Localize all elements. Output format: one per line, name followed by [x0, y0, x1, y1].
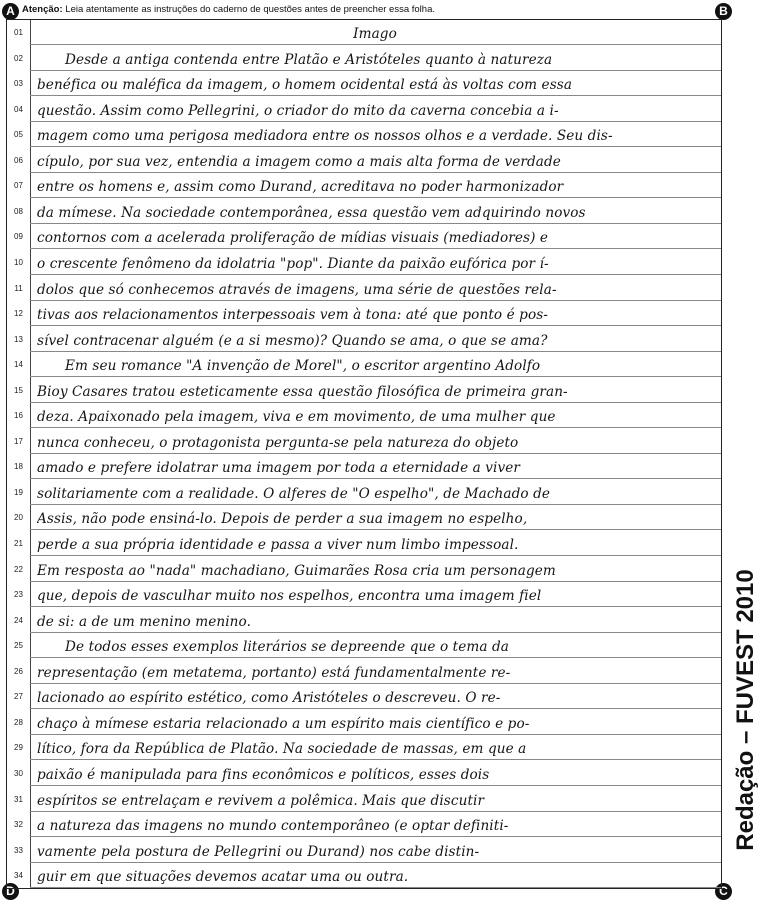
- line-number: 14: [14, 360, 23, 370]
- handwritten-text: lacionado ao espírito estético, como Aristóteles o descreveu. O re-: [37, 690, 501, 707]
- line-number: 05: [14, 130, 23, 140]
- line-number: 12: [14, 309, 23, 319]
- line-number: 15: [14, 385, 23, 395]
- handwritten-text: amado e prefere idolatrar uma imagem por toda a eternidade a viver: [37, 460, 521, 477]
- line-number: 07: [14, 181, 23, 191]
- essay-line: [7, 250, 721, 275]
- attention-instruction: Leia atentamente as instruções do caderno de questões antes de preencher essa folha.: [65, 4, 435, 15]
- handwritten-text: representação (em metatema, portanto) está fundamentalmente re-: [37, 664, 511, 681]
- handwritten-text: De todos esses exemplos literários se depreende que o tema da: [65, 639, 510, 656]
- essay-line: [7, 480, 721, 505]
- essay-line: [7, 403, 721, 428]
- corner-mark-a: A: [2, 3, 19, 20]
- essay-line: [7, 224, 721, 249]
- handwritten-text: entre os homens e, assim como Durand, acreditava no poder harmonizador: [37, 179, 564, 196]
- line-number: 29: [14, 743, 23, 753]
- essay-line: [7, 557, 721, 582]
- handwritten-text: benéfica ou maléfica da imagem, o homem ocidental está às voltas com essa: [37, 77, 573, 94]
- essay-line: [7, 454, 721, 479]
- line-number: 33: [14, 845, 23, 855]
- handwritten-text: a natureza das imagens no mundo contemporâneo (e optar definiti-: [37, 818, 509, 835]
- line-number: 21: [14, 539, 23, 548]
- essay-line: [7, 20, 721, 45]
- handwritten-text: perde a sua própria identidade e passa a viver num limbo impessoal.: [37, 537, 519, 553]
- essay-line: [7, 633, 721, 658]
- line-number: 18: [14, 462, 23, 472]
- line-number: 02: [14, 53, 23, 63]
- essay-line: [7, 582, 721, 607]
- line-number: 27: [14, 692, 23, 702]
- corner-mark-d: D: [2, 883, 19, 900]
- handwritten-text: questão. Assim como Pellegrini, o criador do mito da caverna concebia a i-: [37, 102, 559, 119]
- essay-line: [7, 787, 721, 812]
- line-number: 13: [14, 334, 23, 344]
- handwritten-text: lítico, fora da República de Platão. Na sociedade de massas, em que a: [37, 741, 527, 758]
- line-number: 32: [14, 820, 23, 830]
- essay-line: [7, 352, 721, 377]
- line-number: 01: [14, 28, 23, 37]
- line-number: 09: [14, 232, 23, 242]
- handwritten-text: Assis, não pode ensiná-lo. Depois de perder a sua imagem no espelho,: [37, 511, 528, 528]
- essay-line: [7, 710, 721, 735]
- essay-line: [7, 761, 721, 786]
- handwritten-text: chaço à mímese estaria relacionado a um espírito mais científico e po-: [37, 715, 530, 732]
- line-number: 11: [14, 283, 23, 293]
- corner-mark-b: B: [715, 3, 732, 20]
- line-number: 25: [14, 641, 23, 651]
- handwritten-text: tivas aos relacionamentos interpessoais vem à tona: até que ponto é pos-: [37, 307, 549, 324]
- line-number: 34: [14, 871, 23, 881]
- essay-line: [7, 531, 721, 556]
- line-number: 03: [14, 79, 23, 89]
- handwritten-text: solitariamente com a realidade. O alferes de "O espelho", de Machado de: [37, 485, 551, 502]
- handwritten-text: nunca conheceu, o protagonista pergunta-se pela natureza do objeto: [37, 434, 519, 451]
- line-number: 08: [14, 206, 23, 216]
- handwritten-text: cípulo, por sua vez, entendia a imagem como a mais alta forma de verdade: [37, 153, 561, 170]
- line-number: 23: [14, 590, 23, 600]
- essay-line: [7, 173, 721, 198]
- line-number: 26: [14, 666, 23, 676]
- instructions-header: [22, 3, 435, 17]
- handwritten-text: Em resposta ao "nada" machadiano, Guimarães Rosa cria um personagem: [37, 562, 556, 579]
- handwritten-text: vamente pela postura de Pellegrini ou Durand) nos cabe distin-: [37, 843, 480, 860]
- handwritten-text: que, depois de vasculhar muito nos espelhos, encontra uma imagem fiel: [37, 588, 542, 605]
- handwritten-text: Desde a antiga contenda entre Platão e Aristóteles quanto à natureza: [65, 51, 553, 68]
- line-number: 04: [14, 104, 23, 114]
- essay-line: [7, 327, 721, 352]
- essay-line: [7, 97, 721, 122]
- line-number: 31: [14, 794, 23, 804]
- handwritten-text: contornos com a acelerada proliferação de mídias visuais (mediadores) e: [37, 230, 549, 247]
- essay-line: [7, 148, 721, 173]
- essay-line: [7, 684, 721, 709]
- essay-line: [7, 735, 721, 760]
- handwritten-text: guir em que situações devemos acatar uma ou outra.: [37, 869, 409, 886]
- line-number: 10: [14, 257, 23, 267]
- line-number: 19: [14, 487, 23, 497]
- corner-mark-c: C: [715, 883, 732, 900]
- essay-line: [7, 429, 721, 454]
- handwritten-text: de si: a de um menino menino.: [37, 613, 252, 630]
- essay-line: [7, 863, 721, 888]
- line-number: 17: [14, 436, 23, 446]
- essay-line: [7, 838, 721, 863]
- essay-line: [7, 812, 721, 837]
- line-number: 28: [14, 717, 23, 727]
- essay-line: [7, 71, 721, 96]
- handwritten-text: espíritos se entrelaçam e revivem a polêmica. Mais que discutir: [37, 792, 485, 809]
- essay-line: [7, 46, 721, 71]
- line-number: 16: [14, 411, 23, 421]
- handwritten-text: deza. Apaixonado pela imagem, viva e em movimento, de uma mulher que: [37, 409, 556, 426]
- exam-side-title-text: Redação – FUVEST 2010: [732, 569, 759, 851]
- essay-title: Imago: [353, 26, 397, 42]
- essay-line: [7, 122, 721, 147]
- line-number: 22: [14, 564, 23, 574]
- essay-line: [7, 301, 721, 326]
- line-number: 06: [14, 155, 23, 165]
- line-number: 24: [14, 615, 23, 625]
- essay-line: [7, 378, 721, 403]
- answer-sheet: [6, 19, 722, 889]
- essay-line: [7, 505, 721, 530]
- handwritten-text: da mímese. Na sociedade contemporânea, essa questão vem adquirindo novos: [37, 204, 586, 221]
- handwritten-text: magem como uma perigosa mediadora entre os nossos olhos e a verdade. Seu dis-: [37, 128, 613, 145]
- handwritten-text: Bioy Casares tratou esteticamente essa questão filosófica de primeira gran-: [37, 383, 568, 400]
- attention-label: Atenção:: [22, 4, 63, 15]
- essay-line: [7, 199, 721, 224]
- handwritten-text: dolos que só conhecemos através de imagens, uma série de questões rela-: [37, 281, 557, 298]
- essay-line: [7, 276, 721, 301]
- handwritten-text: sível contracenar alguém (e a si mesmo)? Quando se ama, o que se ama?: [37, 332, 548, 349]
- essay-line: [7, 608, 721, 633]
- line-number: 30: [14, 768, 23, 778]
- essay-line: [7, 659, 721, 684]
- handwritten-text: paixão é manipulada para fins econômicos e políticos, esses dois: [37, 766, 490, 783]
- handwritten-text: Em seu romance "A invenção de Morel", o escritor argentino Adolfo: [65, 358, 541, 375]
- handwritten-text: o crescente fenômeno da idolatria "pop". Diante da paixão eufórica por í-: [37, 255, 549, 272]
- line-number: 20: [14, 513, 23, 523]
